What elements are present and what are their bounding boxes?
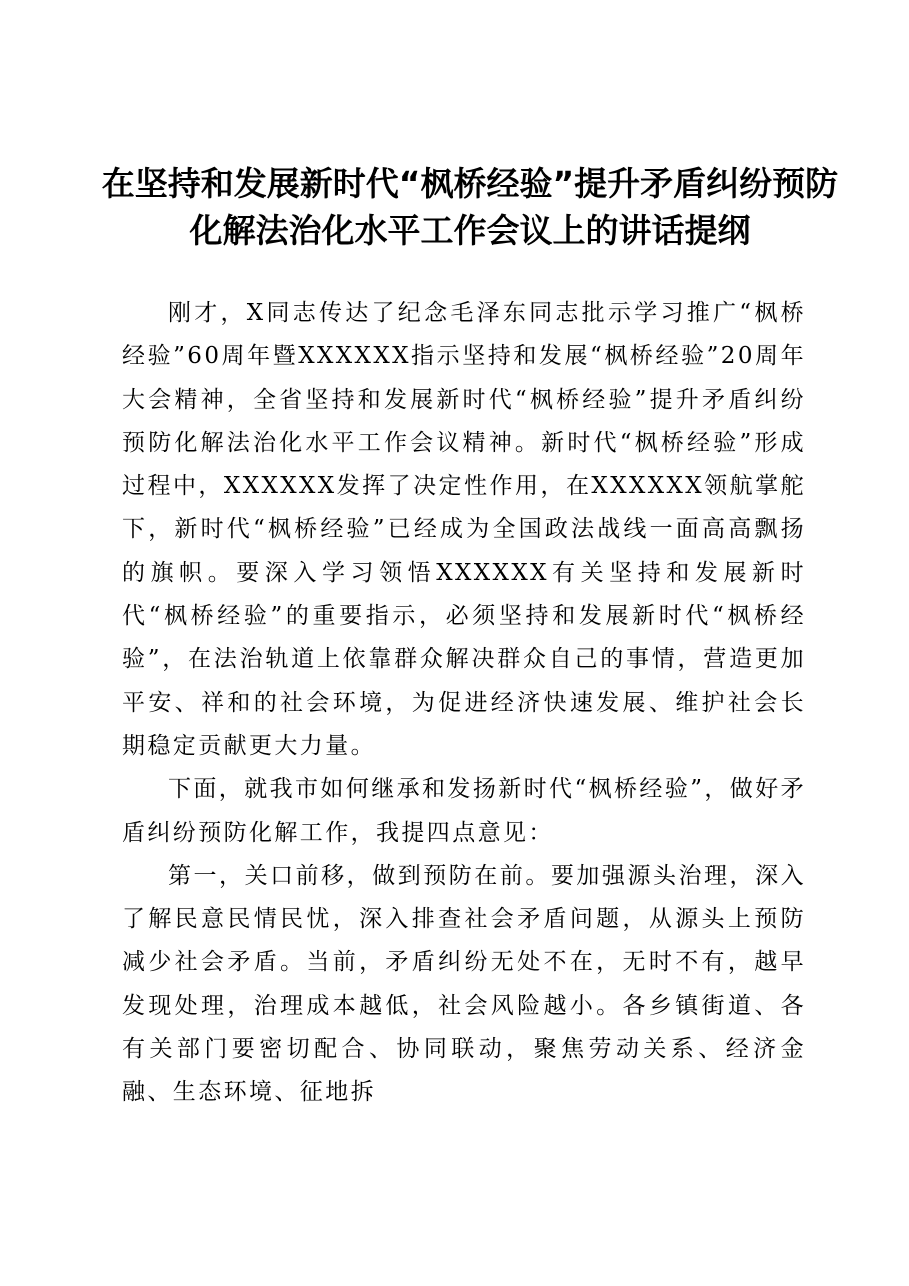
paragraph: 下面，就我市如何继承和发扬新时代“枫桥经验”，做好矛盾纠纷预防化解工作，我提四点意见： [122, 776, 806, 846]
document-body [122, 292, 806, 1115]
paragraph: 第一，关口前移，做到预防在前。要加强源头治理，深入了解民意民情民忧，深入排查社会矛盾问题，从源头上预防减少社会矛盾。当前，矛盾纠纷无处不在，无时不有，越早发现处理，治理成本越低，社会风险越小。各乡镇街道、各有关部门要密切配合、协同联动，聚焦劳动关系、经济金融、生态环境、征地拆 [122, 862, 806, 1106]
paragraph: 刚才，X同志传达了纪念毛泽东同志批示学习推广“枫桥经验”60周年暨XXXXXX指示坚持和发展“枫桥经验”20周年大会精神，全省坚持和发展新时代“枫桥经验”提升矛盾纠纷预防化解法治化水平工作会议精神。新时代“枫桥经验”形成过程中，XXXXXX发挥了决定性作用，在XXXXXX领航掌舵下，新时代“枫桥经验”已经成为全国政法战线一面高高飘扬的旗帜。要深入学习领悟XXXXXX有关坚持和发展新时代“枫桥经验”的重要指示，必须坚持和发展新时代“枫桥经验”，在法治轨道上依靠群众解决群众自己的事情，营造更加平安、祥和的社会环境，为促进经济快速发展、维护社会长期稳定贡献更大力量。 [122, 300, 806, 759]
document-title: 在坚持和发展新时代“枫桥经验”提升矛盾纠纷预防化解法治化水平工作会议上的讲话提纲 [101, 164, 839, 250]
